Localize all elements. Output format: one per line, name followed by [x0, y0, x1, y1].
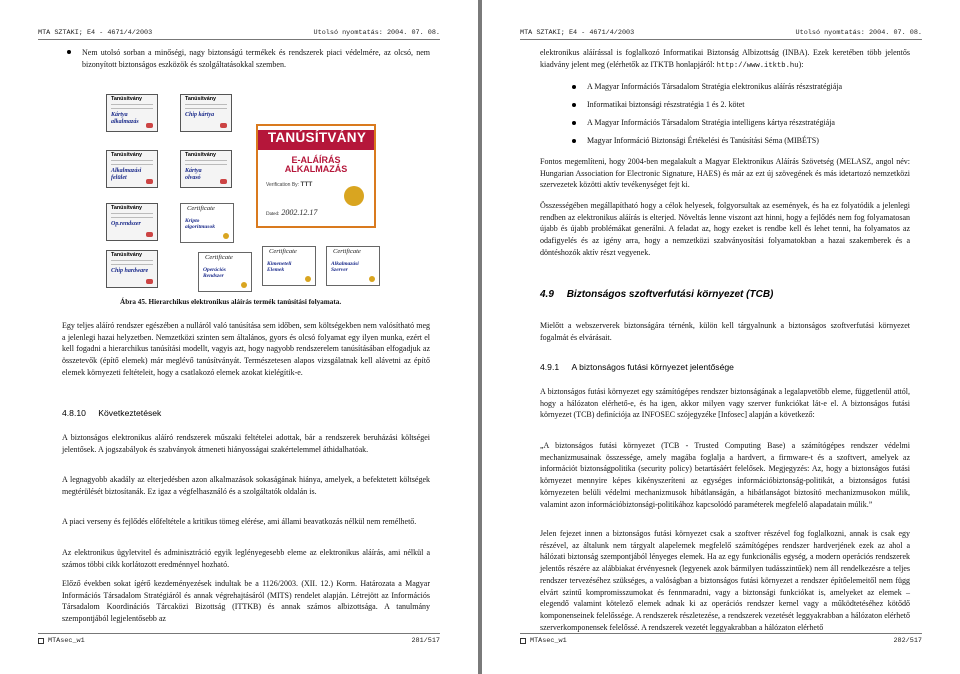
card-line — [185, 160, 227, 161]
page-footer — [38, 633, 440, 646]
left-page — [0, 0, 478, 674]
section-title: A biztonságos futási környezet jelentősége — [571, 362, 734, 372]
footer-page-number: 282/517 — [893, 637, 922, 645]
card-title: Tanúsítvány — [111, 96, 143, 102]
seal-icon — [241, 282, 247, 288]
section-title: Biztonságos szoftverfutási környezet (TCB) — [566, 289, 774, 300]
paragraph: Egy teljes aláíró rendszer egészében a nulláról való tanúsítása sem időben, sem költségekben nem valósítható meg a jelenlegi hazai helyzetben. Nemzetközi szinten sem általános, gyors és olcsó folyamat egy ilyen munka, ezért el kell fogadni a hierarchikus tanúsítási modellt, vagyis azt, hogy nagyobb rendszerelem tanúsításában elfogadjuk az összetevők (építő elemek) már meglévő tanúsítványát. Természetesen alapos vizsgálatnak kell alávetni az építő elemek környezeti feltételeit, hogy a csatlakozó elemek azokat kielégítik-e. — [62, 321, 430, 377]
card-title: Tanúsítvány — [111, 252, 143, 258]
document-icon — [520, 638, 526, 644]
page-header — [520, 27, 922, 40]
figure-caption: Ábra 45. Hierarchikus elektronikus aláírás termék tanúsítási folyamata. — [120, 298, 342, 306]
header-right: Utolsó nyomtatás: 2004. 07. 08. — [313, 29, 440, 37]
paragraph: A piaci verseny és fejlődés előfeltétele a kritikus tömeg elérése, ami állami beavatkozás nélkül nem remélhető. — [62, 517, 417, 526]
intro-bullet: Nem utolsó sorban a minőségi, nagy biztonságú termékek és rendszerek piaci védelmére, az olcsó, nem bizonyított biztonságos eszközök és szolgáltatásokkal szemben. — [82, 48, 430, 69]
footer-left: MTAsec_w1 — [530, 637, 567, 645]
certificate-title: Certificate — [187, 205, 215, 212]
card-line — [111, 164, 153, 165]
header-left: MTA SZTAKI; E4 - 4671/4/2003 — [520, 29, 635, 37]
bullet-item: Informatikai biztonsági részstratégia 1 és 2. kötet — [587, 100, 907, 109]
subtitle-line-1: E-ALÁÍRÁS — [291, 155, 341, 165]
page-footer — [520, 633, 922, 646]
paragraph: Előző években sokat ígérő kezdeményezések indultak be a 1126/2003. (XII. 12.) Korm. Határozata a Magyar Információs Társadalom Stratégiáról és annak végrehajtásáról (MITS) rendelet alapján. Létrejött az Információs Társadalom Koordinációs Tárcaközi Bizottság (ITTKB) és annak számos albizottsága. A tanulmány szempontjából legjelentősebb az — [62, 579, 430, 624]
bullet-item: A Magyar Információs Társadalom Stratégia elektronikus aláírás részstratégiája — [587, 82, 907, 91]
seal-icon — [146, 232, 153, 237]
paragraph: Fontos megemlíteni, hogy 2004-ben megalakult a Magyar Elektronikus Aláírás Szövetség (MELASZ, angol név: Hungarian Association for Electronic Signature, HAES) és már az ezt új szövegének és más idetartozó nemzetközi szervezetek közötti aktív tevékenységet fejt ki. — [540, 157, 910, 190]
header-right: Utolsó nyomtatás: 2004. 07. 08. — [795, 29, 922, 37]
paragraph: A biztonságos elektronikus aláíró rendszerek műszaki feltételei adottak, bár a rendszerek beruházási költségei jelentősek. A jogszabályok és szabványok átmeneti hiányosságai szakértelemmel áthidalhatóak. — [62, 433, 430, 454]
card-title: Tanúsítvány — [111, 205, 143, 211]
section-heading — [540, 362, 734, 372]
card-title: Tanúsítvány — [185, 96, 217, 102]
footer-page-number: 281/517 — [411, 637, 440, 645]
certificate-card — [262, 246, 316, 286]
section-number: 4.8.10 — [62, 408, 86, 418]
paragraph: Összességében megállapítható hogy a célok helyesek, folgyorsultak az események, és ha ez folyatódik a jelenlegi rendben az elektronikus aláírás is elterjed. Növeltás lenne viszont azt hinni, hogy a fejlődés nem fog folyamatosan újabb és újabb problémákat generálni. A feladat az, hogy ezeket is rendbe kell és lehet tenni, ha folyamatos az odafigyelés és az igény arra, hogy a nemzetközi szabványosítási folyamatokban a hazai szakemberek és a döntéshozók aktív részt vegyenek. — [540, 201, 910, 257]
seal-icon — [146, 279, 153, 284]
paragraph: Jelen fejezet innen a biztonságos futási környezet csak a szoftver részével fog foglalkozni, annak is csak egy részével, az általunk nem tárgyalt alapelemek megfelelő számítógépes rendszer hardverjének ezek az ahol a hálózati biztonság szempontjából lényeges elemek. Ha az egy funkcionális egység, a modern operációs rendszerek jelentős részére az alábbiakat érvényesnek (legyenek azok bármilyen tudásszintűek) nem áll rendelkezésre a teljes rendszer tervezéséhez szükséges, a valóságban a biztonságos futási környezet a rendszer építőelemeitől nem függ elvárt szintű kompromisszumokat és fennmaradni, vagy a biztonsági funkciókat is, amelyeket az elemek – elegendő valamint kötelező elemek adnak ki az operációs rendszer kernel vagy a működtetéséhez kötődő komponenseinek felelőssége. A rendszerek részletezése, a rendszerek vezetését leggyakrabban a hálózaton elérhető szerverkomponensek felelőssé. A rendszerek vezetét leggyakrabban a hálózaton elérhető — [540, 529, 910, 632]
section-heading — [62, 408, 161, 418]
card-line — [185, 164, 227, 165]
ribbon-seal-icon — [344, 186, 364, 206]
card-line — [185, 108, 227, 109]
main-certificate-subtitle — [258, 156, 374, 174]
date-value: 2002.12.17 — [281, 208, 318, 217]
bullet-item: Magyar Információ Biztonsági Értékelési és Tanúsítási Séma (MIBÉTS) — [587, 136, 907, 145]
section-title: Következtetések — [98, 408, 162, 418]
certificate-body: Alkalmazási Szerver — [331, 261, 359, 274]
certificate-body: Kripto algoritmusok — [185, 218, 215, 231]
certificate-body: Operációs Rendszer — [203, 267, 226, 280]
cert-card — [106, 94, 158, 132]
cert-card — [106, 150, 158, 188]
paragraph: A legnagyobb akadály az elterjedésben azon alkalmazások sokaságának hiánya, amelyek, a befektetett költségek megtérülését biztosítanák. Ez igaz a végfelhasználó és a szolgáltatók oldalán is. — [62, 475, 430, 496]
cert-card — [106, 250, 158, 288]
subtitle-line-2: ALKALMAZÁS — [284, 164, 348, 174]
card-body: Chip hardware — [111, 268, 149, 274]
cert-card — [180, 150, 232, 188]
section-heading — [540, 289, 773, 300]
document-icon — [38, 638, 44, 644]
date — [266, 208, 317, 217]
bullet-item: A Magyar Információs Társadalom Stratégia intelligens kártya részstratégiája — [587, 118, 907, 127]
main-certificate-title: TANÚSÍTVÁNY — [267, 130, 367, 145]
certificate-card — [326, 246, 380, 286]
seal-icon — [305, 276, 311, 282]
url-link[interactable]: http://www.itktb.hu — [716, 61, 799, 70]
certificate-title: Certificate — [205, 254, 233, 261]
paragraph-text: elektronikus aláírással is foglalkozó Informatikai Biztonság Albizottság (INBA). Ezek keretében több jelentős kiadvány jelent meg (elérhetők az ITKTB honlapjáról: — [540, 48, 910, 69]
certificate-card — [180, 203, 234, 243]
paragraph: Mielőtt a webszerverek biztonságára térnénk, külön kell tárgyalnunk a biztonságos szoftverfutási környezet fogalmát és elvárásait. — [540, 321, 910, 342]
verification — [266, 181, 312, 188]
card-line — [111, 213, 153, 214]
verification-label: Verification By: — [266, 182, 300, 188]
paragraph — [540, 47, 910, 72]
seal-icon — [223, 233, 229, 239]
main-certificate — [256, 124, 376, 228]
quoted-definition: „A biztonságos futási környezet (TCB - Trusted Computing Base) a számítógépes rendszer védelmi mechanizmusainak összessége, amely magába foglalja a hardvert, a firmware-t és a szoftvert, amelyek az információt biztonságpolitika (security policy) betartásáért felelősek. Megjegyzés: Az, hogy a biztonságos futási környezet mennyire képes kikényszeríteni az egységes információbiztonság-politikát, a biztonságos futási környezeten belüli védelmi mechanizmusok hibátlanságán, a hibátlanságot biztosító mechanizmusokon múlik, valamint azon információbiztonsági-politikához kapcsolódó paraméterek megfelelő alapadatain múlik.” — [540, 441, 910, 509]
card-body: Chip kártya — [185, 112, 215, 118]
paragraph: A biztonságos futási környezet egy számítógépes rendszer biztonságának a legalapvetőbb eleme, függetlenül attól, hogy a hálózaton elérhető-e, és ha igen, akkor milyen vagy szerver funkciókat lát-e el. A biztonságos futási környezet (TCB) definíciója az INFOSEC szójegyzéke [Infosec] alapján a következő: — [540, 387, 910, 420]
seal-icon — [220, 123, 227, 128]
card-line — [111, 104, 153, 105]
card-body: Alkalmazási felület — [111, 168, 142, 181]
card-body: Kártya alkalmazás — [111, 112, 139, 125]
cert-card — [180, 94, 232, 132]
date-label: Dated: — [266, 212, 280, 217]
card-line — [111, 217, 153, 218]
card-line — [111, 264, 153, 265]
cert-card — [106, 203, 158, 241]
certificate-card — [198, 252, 252, 292]
certificate-title: Certificate — [333, 248, 361, 255]
certificate-body: Kimeneteli Elemek — [267, 261, 292, 274]
header-left: MTA SZTAKI; E4 - 4671/4/2003 — [38, 29, 153, 37]
paragraph: Az elektronikus ügyletvitel és adminisztráció egyik leglényegesebb eleme az elektronikus aláírás, ami nélkül a számos többi cikk korlátozott eredménnyel hozható. — [62, 548, 430, 569]
section-number: 4.9 — [540, 289, 554, 300]
certificate-title: Certificate — [269, 248, 297, 255]
card-title: Tanúsítvány — [185, 152, 217, 158]
card-line — [111, 108, 153, 109]
seal-icon — [146, 179, 153, 184]
footer-left: MTAsec_w1 — [48, 637, 85, 645]
card-line — [111, 160, 153, 161]
seal-icon — [220, 179, 227, 184]
right-page — [482, 0, 960, 674]
card-line — [185, 104, 227, 105]
paragraph-text-end: ): — [798, 59, 804, 69]
page-header — [38, 27, 440, 40]
seal-icon — [146, 123, 153, 128]
card-line — [111, 260, 153, 261]
section-number: 4.9.1 — [540, 362, 560, 372]
card-body: Op.rendszer — [111, 221, 141, 227]
verification-value: TTT — [300, 181, 313, 188]
card-body: Kártya olvasó — [185, 168, 202, 181]
card-title: Tanúsítvány — [111, 152, 143, 158]
seal-icon — [369, 276, 375, 282]
